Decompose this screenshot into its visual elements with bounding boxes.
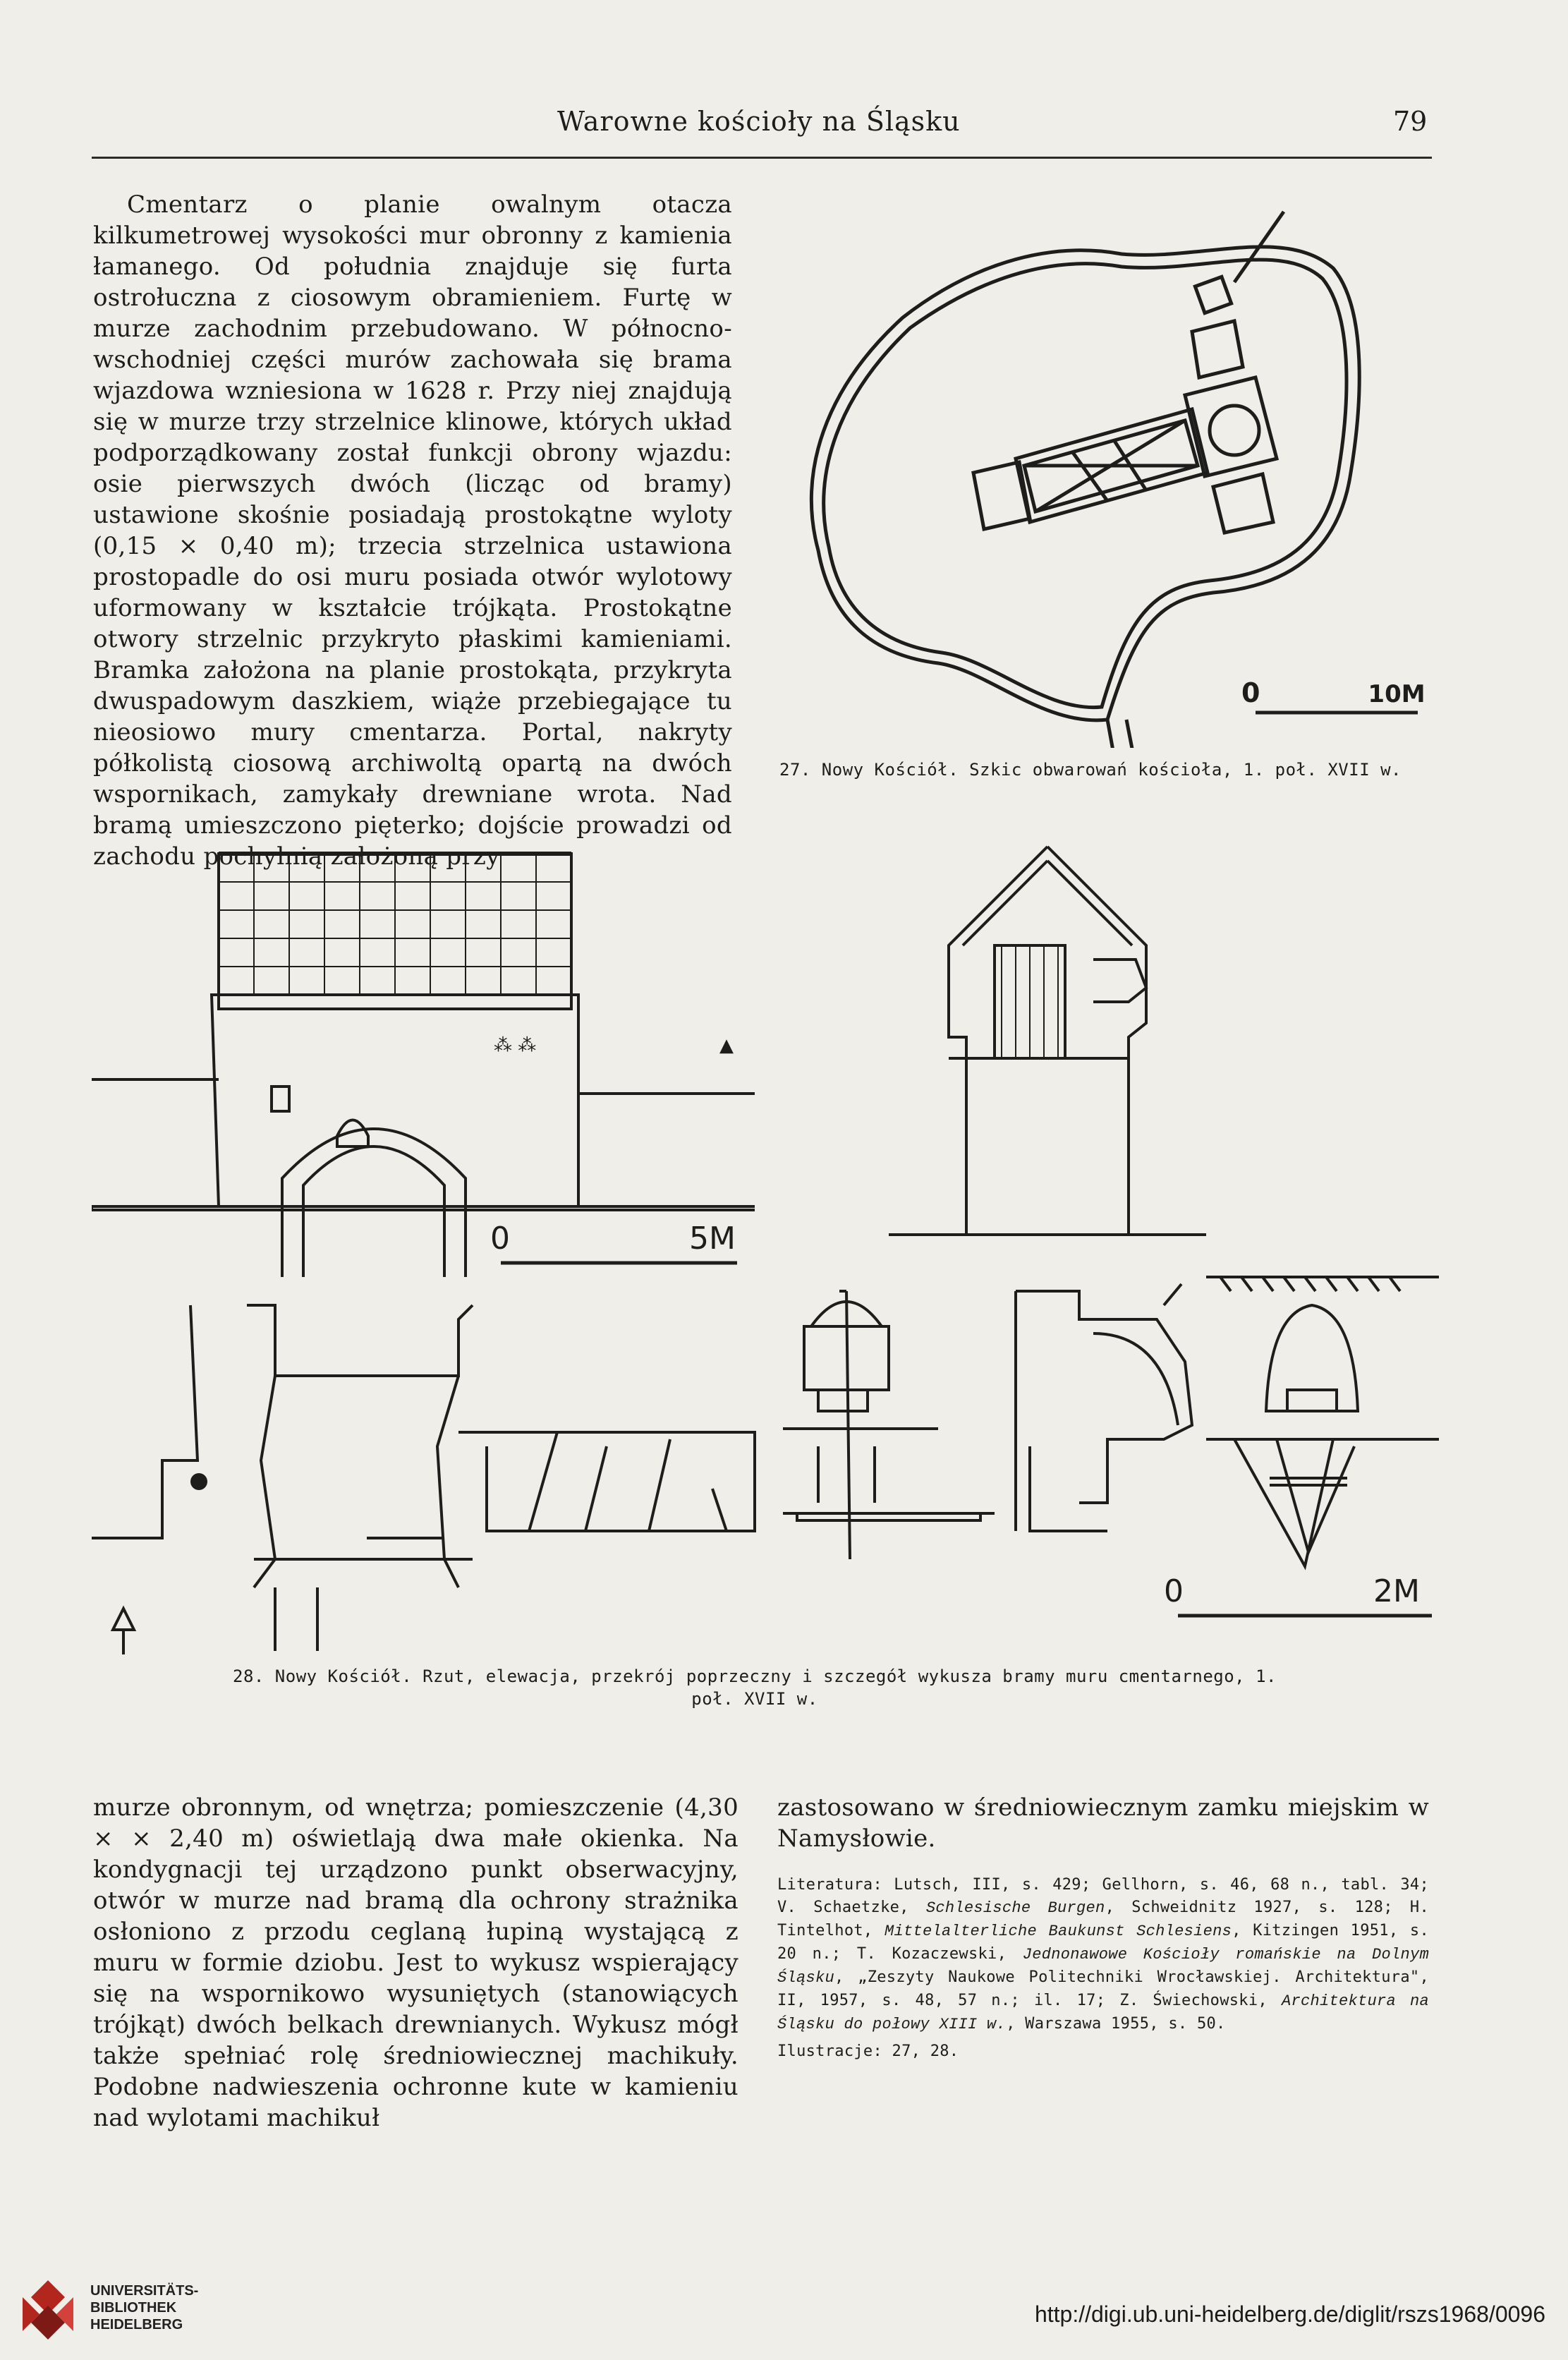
figure-27-scale-label: 10M <box>1368 680 1426 708</box>
header-rule <box>92 157 1432 159</box>
literature-text: Lutsch, III, s. 429; Gellhorn, s. 46, 68 n., tabl. 34; V. Schaetzke, <box>777 1876 1430 1916</box>
figure-28-scale-right-label: 2M <box>1373 1573 1420 1609</box>
body-text-bottom-right <box>777 1792 1429 2063</box>
figure-27-caption: 27. Nowy Kościół. Szkic obwarowań kościoła, 1. poł. XVII w. <box>779 760 1402 780</box>
literature-title: Jednonawowe Kościoły romańskie na Dolnym Śląsku <box>777 1946 1429 1987</box>
literature-block: Literatura: Lutsch, III, s. 429; Gellhorn, s. 46, 68 n., tabl. 34; V. Schaetzke, Schlesische Burgen, Schweidnitz 1927, s. 128; H. Tintelhot, Mittelalterliche Baukunst Schlesiens, Kitzingen 1951, s. 20 n.; T. Kozaczewski, Jednonawowe Kościoły romańskie na Dolnym Śląsku, „Zeszyty Naukowe Politechniki Wrocławskiej. Architektura", II, 1957, s. 48, 57 n.; il. 17; Z. Świechowski, Architektura na Śląsku do połowy XIII w., Warszawa 1955, s. 50. Ilustracje: 27, 28. <box>777 1874 1429 2063</box>
body-text-top-left <box>93 189 732 872</box>
paragraph: Cmentarz o planie owalnym otacza kilkumetrowej wysokości mur obronny z kamienia łamanego. Od południa znajduje się furta ostrołuczna z ciosowym obramieniem. Furtę w murze zachodnim przebudowano. W północno-wschodniej części murów zachowała się brama wjazdowa wzniesiona w 1628 r. Przy niej znajdują się w murze trzy strzelnice klinowe, których układ podporządkowany został funkcji obrony wjazdu: osie pierwszych dwóch (licząc od bramy) ustawione skośnie posiadają prostokątne wyloty (0,15 × 0,40 m); trzecia strzelnica ustawiona prostopadle do osi muru posiada otwór wylotowy uformowany w kształcie trójkąta. Prostokątne otwory strzelnic przykryto płaskimi kamieniami. Bramka założona na planie prostokąta, przykryta dwuspadowym daszkiem, wiąże przebiegające tu nieosiowo mury cmentarza. Portal, nakryty półkolistą ciosową archiwoltą opartą na dwóch wspornikach, zamykały drewniane wrota. Nad bramą umieszczono pięterko; dojście prowadzi od zachodu pochylnią założoną przy <box>93 190 732 871</box>
figure-28-scale-left-label: 5M <box>689 1221 736 1257</box>
literature-title: Architektura na Śląsku do połowy XIII w. <box>777 1992 1429 2033</box>
svg-text:▲: ▲ <box>719 1035 734 1056</box>
figure-28-scale-right-zero: 0 <box>1164 1573 1184 1609</box>
source-url-link[interactable]: http://digi.ub.uni-heidelberg.de/diglit/rszs1968/0096 <box>1034 2301 1545 2327</box>
figure-28-elevation-plan <box>92 825 769 1658</box>
literature-label: Literatura: <box>777 1876 882 1894</box>
svg-text:⁂ ⁂: ⁂ ⁂ <box>494 1035 537 1056</box>
page-number: 79 <box>1393 106 1428 137</box>
university-library-logo-icon <box>16 2277 80 2342</box>
figure-27-site-plan <box>776 176 1439 748</box>
literature-title: Schlesische Burgen <box>925 1899 1105 1917</box>
literature-title: Mittelalterliche Baukunst Schlesiens <box>885 1923 1232 1940</box>
figure-28-section-details <box>783 825 1439 1658</box>
paragraph: zastosowano w średniowiecznym zamku miejskim w Namysłowie. <box>777 1793 1429 1853</box>
paragraph: murze obronnym, od wnętrza; pomieszczenie (4,30 × × 2,40 m) oświetlają dwa małe okienka. Na kondygnacji tej urządzono punkt obserwacyjny, otwór w murze nad bramą dla ochrony strażnika osłoniono z przodu ceglaną łupiną wystającą z muru w formie dziobu. Jest to wykusz wspierający się na wspornikowo wysuniętych (stanowiących trójkąt) dwóch belkach drewnianych. Wykusz mógł także spełniać rolę średniowiecznej machikuły. Podobne nadwieszenia ochronne kute w kamieniu nad wylotami machikuł <box>93 1793 739 2132</box>
figure-28-caption: 28. Nowy Kościół. Rzut, elewacja, przekrój poprzeczny i szczegół wykusza bramy muru cmentarnego, 1. poł. XVII w. <box>233 1666 1277 1709</box>
figure-28-scale-left-zero: 0 <box>490 1221 510 1257</box>
body-text-bottom-left <box>93 1792 739 2134</box>
running-header-title: Warowne kościoły na Śląsku <box>557 106 961 137</box>
figure-27-scale-zero: 0 <box>1241 677 1260 708</box>
illustrations-reference: Ilustracje: 27, 28. <box>777 2043 959 2060</box>
library-logo-text: UNIVERSITÄTS- BIBLIOTHEK HEIDELBERG <box>90 2283 199 2332</box>
